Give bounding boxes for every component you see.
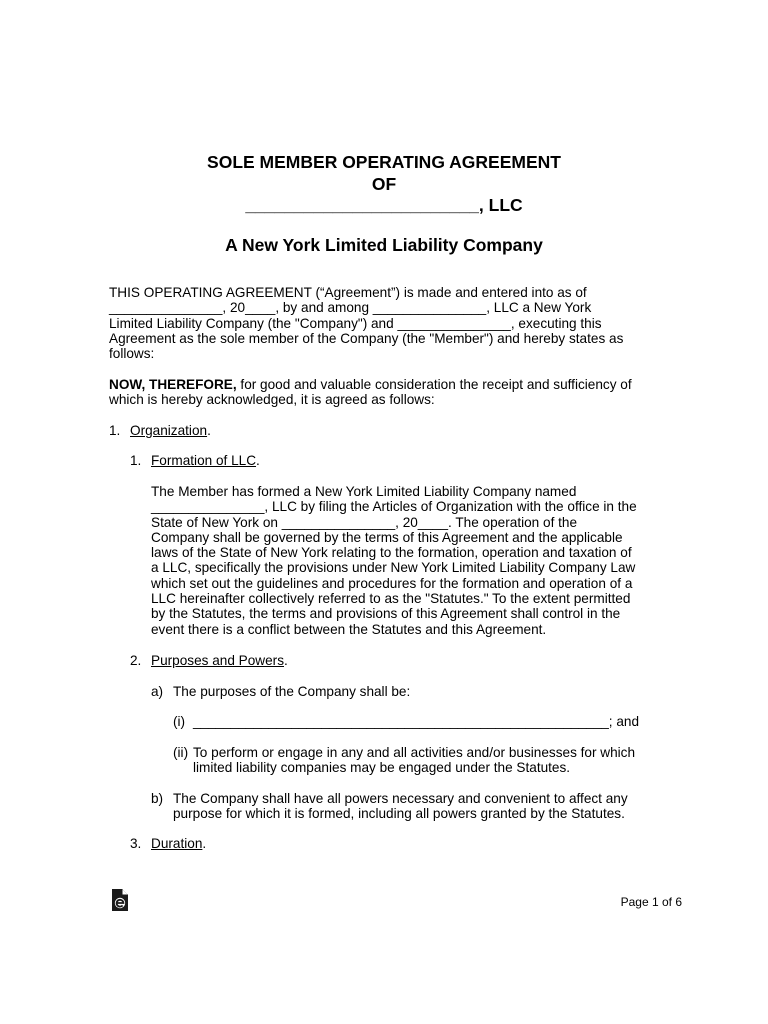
therefore-line — [109, 377, 669, 392]
section-heading-organization — [130, 423, 211, 438]
intro-line: follows: — [109, 346, 155, 362]
subsection-title: Formation of LLC — [151, 453, 257, 468]
section-title: Organization — [130, 423, 208, 438]
item-label-b: b) — [151, 791, 164, 806]
formation-line: _______________, LLC by filing the Articles of Organization with the office in the — [151, 499, 637, 515]
page-number: Page 1 of 6 — [620, 895, 682, 909]
formation-line: State of New York on _______________, 20____. The operation of the — [151, 514, 578, 530]
item-text-a: The purposes of the Company shall be: — [173, 684, 411, 699]
item-label-i: (i) — [173, 714, 186, 729]
etemplates-logo-icon — [111, 888, 129, 912]
intro-paragraph — [109, 285, 669, 361]
formation-line: event there is a conflict between the Statutes and this Agreement. — [151, 621, 547, 637]
document-subtitle: A New York Limited Liability Company — [225, 235, 543, 255]
subsection-title: Duration — [151, 836, 203, 851]
formation-line: LLC hereinafter collectively referred to as the "Statutes." To the extent permitted — [151, 591, 631, 607]
formation-line: The Member has formed a New York Limited Liability Company named — [151, 484, 577, 499]
therefore-rest: for good and valuable consideration the receipt and sufficiency of — [236, 377, 632, 392]
item-b-line: The Company shall have all powers necessary and convenient to affect any — [173, 791, 628, 806]
purpose-blank: _______________________________________________________; and — [193, 714, 640, 729]
intro-line: THIS OPERATING AGREEMENT (“Agreement”) is made and entered into as of — [109, 285, 587, 300]
subsection-number: 3. — [130, 836, 142, 851]
formation-line: Company shall be governed by the terms of this Agreement and the applicable — [151, 529, 623, 545]
therefore-lead: NOW, THEREFORE, — [109, 377, 237, 392]
section-number: 1. — [109, 423, 121, 438]
intro-line: Agreement as the sole member of the Company (the "Member") and hereby states as — [109, 330, 624, 346]
formation-paragraph — [151, 484, 671, 637]
intro-line: Limited Liability Company (the "Company") and _______________, executing this — [109, 315, 602, 331]
formation-line: a LLC, specifically the provisions under New York Limited Liability Company Law — [151, 560, 636, 576]
document-title: SOLE MEMBER OPERATING AGREEMENT — [207, 152, 561, 172]
subsection-title-suffix: . — [202, 836, 207, 851]
section-title-suffix: . — [207, 423, 211, 438]
company-name-blank: ________________________, LLC — [245, 195, 523, 215]
subsection-number: 2. — [130, 653, 142, 668]
subsection-heading-purposes — [151, 653, 288, 668]
document-title-of: OF — [371, 174, 397, 194]
item-text-b — [173, 791, 663, 822]
item-b-line: purpose for which it is formed, including all powers granted by the Statutes. — [173, 806, 625, 822]
formation-line: by the Statutes, the terms and provisions of this Agreement shall control in the — [151, 606, 621, 622]
therefore-line: which is hereby acknowledged, it is agreed as follows: — [109, 392, 435, 408]
item-label-ii: (ii) — [173, 745, 189, 760]
item-text-ii — [193, 745, 663, 776]
subsection-title: Purposes and Powers — [151, 653, 284, 668]
subsection-heading-duration — [151, 836, 206, 851]
item-label-a: a) — [151, 684, 164, 699]
intro-line: _______________, 20____, by and among _______________, LLC a New York — [109, 300, 592, 316]
item-ii-line: limited liability companies may be engaged under the Statutes. — [193, 760, 571, 776]
item-ii-line: To perform or engage in any and all activities and/or businesses for which — [193, 745, 636, 760]
therefore-paragraph — [109, 377, 669, 408]
subsection-heading-formation — [151, 453, 260, 468]
formation-line: which set out the guidelines and procedures for the formation and operation of a — [151, 575, 633, 591]
subsection-number: 1. — [130, 453, 142, 468]
subsection-title-suffix: . — [256, 453, 260, 468]
subsection-title-suffix: . — [284, 653, 288, 668]
formation-line: laws of the State of New York relating to the formation, operation and taxation of — [151, 545, 632, 561]
